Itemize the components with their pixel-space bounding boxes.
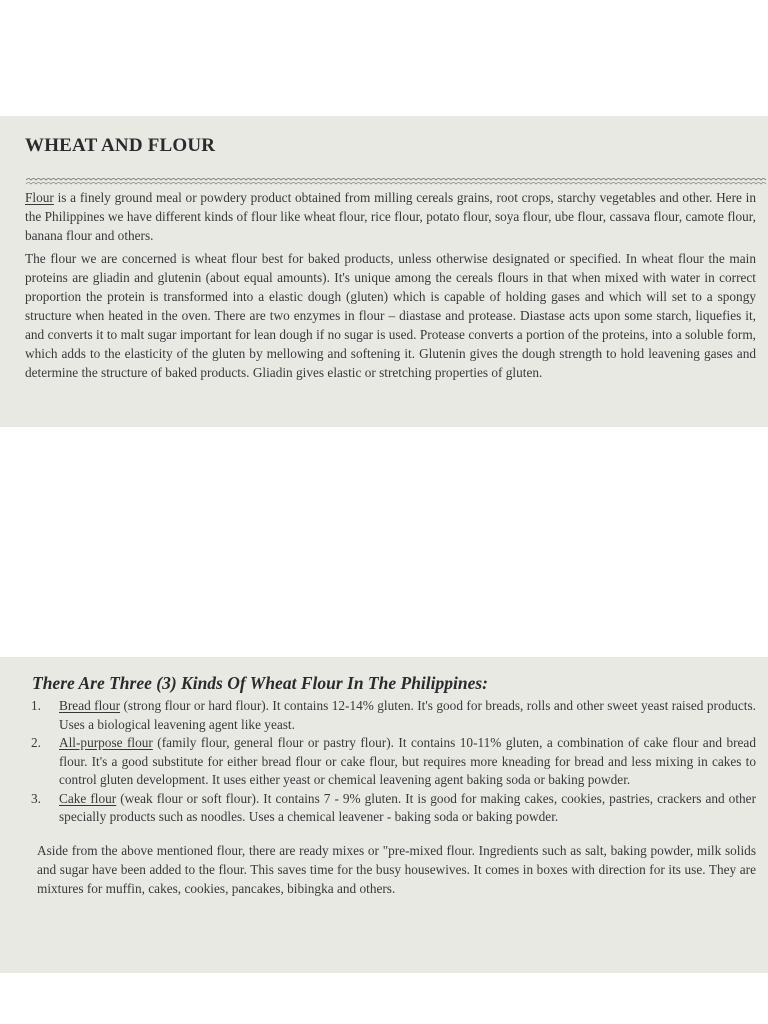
list-item [31,734,756,790]
cake-flour-term: Cake flour [59,790,117,806]
list-item [31,790,756,827]
flour-definition-paragraph [25,188,756,245]
item-description: (strong flour or hard flour). It contains 12-14% gluten. It's good for breads, rolls and other sweet yeast raised products. Uses a biological leavening agent like yeast. [59,698,756,732]
item-description: (weak flour or soft flour). It contains 7 - 9% gluten. It is good for making cakes, cookies, pastries, crackers and other specially products such as noodles. Uses a chemical leavener - baking soda or baking powder. [59,790,756,824]
flour-kinds-page-photo [0,657,768,973]
wheat-and-flour-page-photo [0,116,768,427]
flour-term: Flour [25,190,54,205]
list-item [31,697,756,734]
wavy-divider [26,176,766,186]
all-purpose-flour-term: All-purpose flour [59,735,153,750]
section-title: WHEAT AND FLOUR [25,135,216,156]
flour-kinds-list [31,697,756,827]
wheat-flour-paragraph: The flour we are concerned is wheat flour best for baked products, unless otherwise designated or specified. In wheat flour the main proteins are gliadin and glutenin (about equal amounts). It's unique among the cereals flours in that when mixed with water in correct proportion the protein is transformed into a elastic dough (gluten) which is capable of holding gases and which will set to a spongy structure when heated in the oven. There are two enzymes in flour – diastase and protease. Diastase acts upon some starch, liquefies it, and converts it to malt sugar important for lean dough if no sugar is used. Protease converts a portion of the proteins, into a soluble form, which adds to the elasticity of the gluten by mellowing and softening it. Glutenin gives the dough strength to hold leavening gases and determine the structure of baked products. Gliadin gives elastic or stretching properties of gluten. [25,251,756,380]
flour-definition-text: is a finely ground meal or powdery product obtained from milling cereals grains, root crops, starchy vegetables and other. Here in the Philippines we have different kinds of flour like wheat flour, rice flour, potato flour, soya flour, ube flour, cassava flour, camote flour, banana flour and others. [25,190,756,243]
bread-flour-term: Bread flour [59,698,121,713]
item-number: 3. [31,790,41,806]
kinds-heading: There Are Three (3) Kinds Of Wheat Flour In The Philippines: [32,673,489,693]
item-description: (family flour, general flour or pastry flour). It contains 10-11% gluten, a combination of cake flour and bread flour. It's a good substitute for either bread flour or cake flour, but requires more kneading for bread and less mixing in cakes to control gluten development. It uses either yeast or chemical leavening agent baking soda or baking powder. [59,735,756,787]
item-number: 1. [31,698,41,713]
item-number: 2. [31,735,41,750]
premixed-flour-paragraph: Aside from the above mentioned flour, there are ready mixes or "pre-mixed flour. Ingredients such as salt, baking powder, milk solids and sugar have been added to the flour. This saves time for the busy housewives. It comes in boxes with direction for its use. They are mixtures for muffin, cakes, cookies, pancakes, bibingka and others. [37,842,756,896]
